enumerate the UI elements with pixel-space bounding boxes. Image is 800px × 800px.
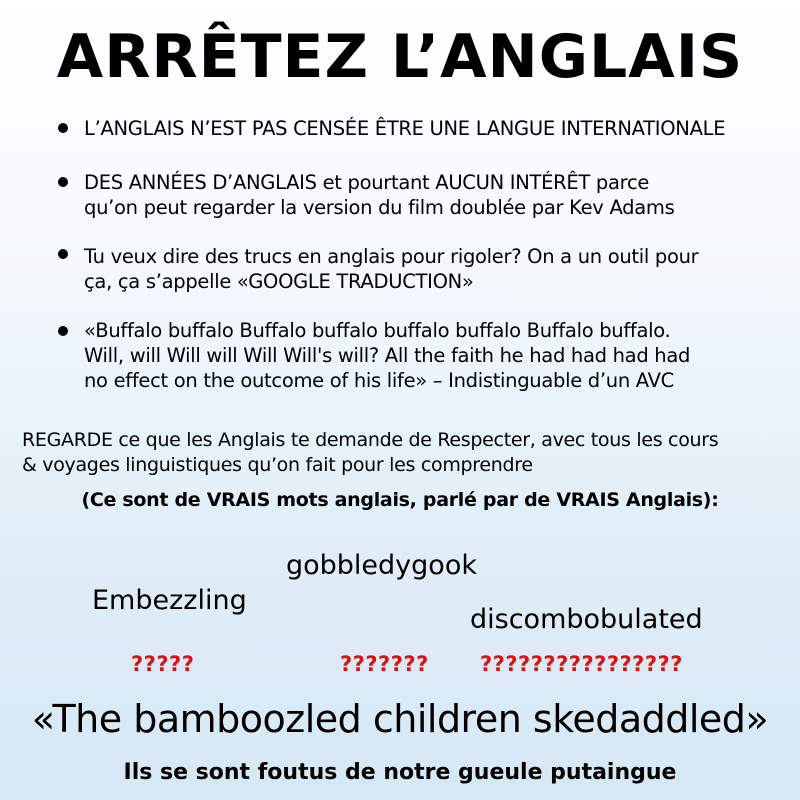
page-title: ARRÊTEZ L’ANGLAIS [56, 22, 744, 92]
footer-text: Ils se sont foutus de notre gueule putaingue [123, 760, 677, 785]
bullet-text: «Buffalo buffalo Buffalo buffalo buffalo buffalo Buffalo buffalo. Will, will Will will Will Will's will? All the faith he had had had had no effect on the outcome of his life» – Indistinguable d’un AVC [84, 319, 691, 392]
word-discombobulated: discombobulated [470, 604, 703, 635]
question-marks-3: ???????????????? [480, 652, 683, 676]
intro-text: REGARDE ce que les Anglais te demande de Respecter, avec tous les cours & voyages linguistiques qu’on fait pour les comprendre [22, 429, 719, 476]
quote-text: «The bamboozled children skedaddled» [31, 697, 769, 741]
word-embezzling: Embezzling [92, 585, 247, 616]
bullet-text: L’ANGLAIS N’EST PAS CENSÉE ÊTRE UNE LANGUE INTERNATIONALE [84, 117, 726, 140]
bullet-text: Tu veux dire des trucs en anglais pour rigoler? On a un outil pour ça, ça s’appelle «GOOGLE TRADUCTION» [84, 245, 699, 293]
bullet-text: DES ANNÉES D’ANGLAIS et pourtant AUCUN INTÉRÊT parce qu’on peut regarder la version du film doublée par Kev Adams [84, 171, 675, 219]
bullet-dot-icon [58, 123, 68, 133]
subtitle: (Ce sont de VRAIS mots anglais, parlé par de VRAIS Anglais): [81, 489, 719, 511]
question-marks-1: ????? [131, 652, 195, 676]
bullet-dot-icon [58, 177, 68, 187]
bullet-dot-icon [58, 326, 68, 336]
bullet-dot-icon [58, 249, 68, 259]
question-marks-2: ??????? [340, 652, 429, 676]
word-gobbledygook: gobbledygook [286, 550, 477, 581]
